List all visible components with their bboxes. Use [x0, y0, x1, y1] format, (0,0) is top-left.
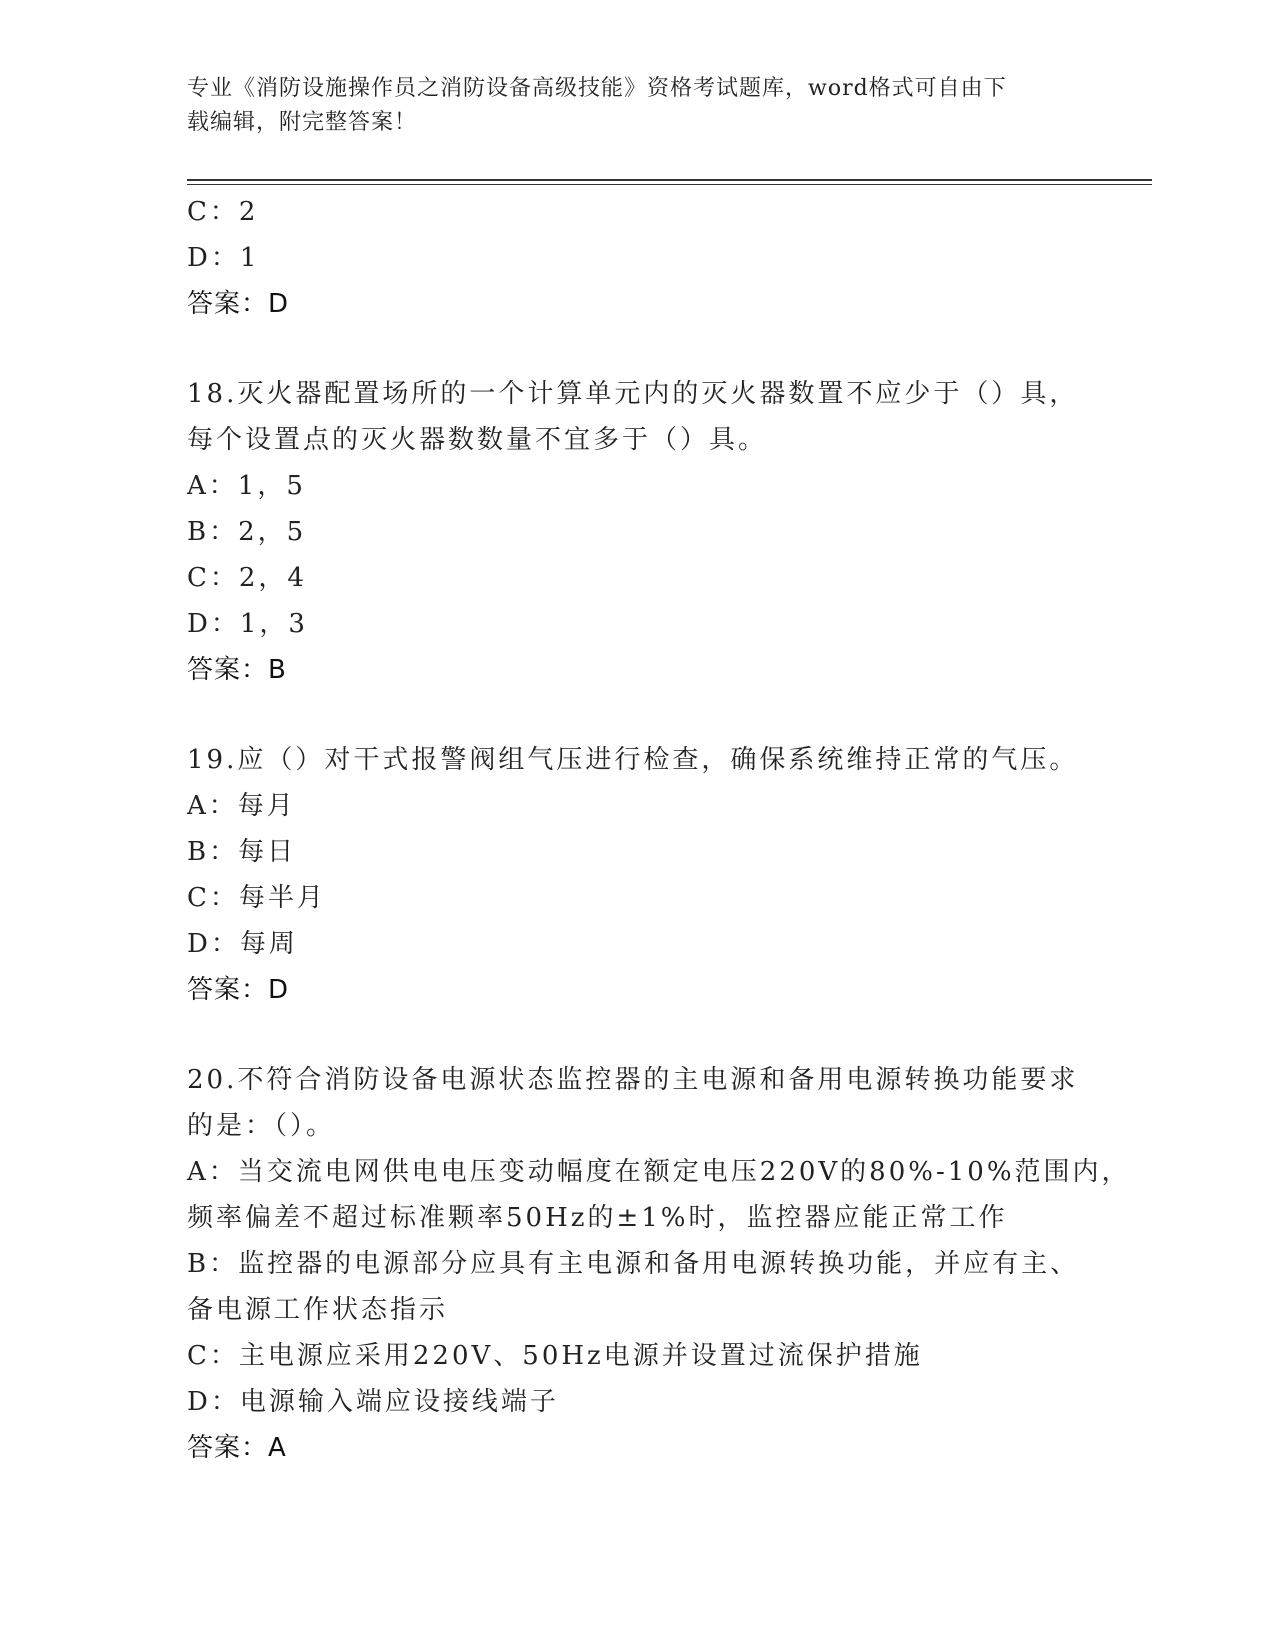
option-b: B：2，5	[187, 517, 307, 547]
header-rule-thick	[187, 179, 1152, 181]
option-a: A：当交流电网供电电压变动幅度在额定电压220V的80%-10%范围内，	[187, 1157, 1131, 1187]
spacer	[187, 693, 1087, 737]
option-c: C：每半月	[187, 883, 326, 913]
option-d: D：1	[187, 243, 260, 273]
answer-label: 答案：A	[187, 1433, 287, 1463]
question-stem: 每个设置点的灭火器数数量不宜多于（）具。	[187, 425, 768, 455]
question-content	[187, 189, 1131, 1471]
option-a-continued: 频率偏差不超过标准颗率50Hz的±1%时，监控器应能正常工作	[187, 1203, 1008, 1233]
option-b-continued: 备电源工作状态指示	[187, 1295, 449, 1325]
option-d: D：每周	[187, 929, 298, 959]
question-19	[187, 737, 1087, 1013]
header-rule-thin	[187, 184, 1152, 185]
option-c: C：2	[187, 197, 259, 227]
option-c: C：2，4	[187, 563, 307, 593]
option-d: D：1，3	[187, 609, 308, 639]
option-b: B：每日	[187, 837, 297, 867]
answer-label: 答案：D	[187, 975, 290, 1005]
question-18	[187, 371, 1087, 693]
answer-label: 答案：D	[187, 289, 290, 319]
option-c: C：主电源应采用220V、50Hz电源并设置过流保护措施	[187, 1341, 923, 1371]
option-a: A：1，5	[187, 471, 306, 501]
document-header	[187, 72, 1067, 140]
option-d: D：电源输入端应设接线端子	[187, 1387, 559, 1417]
question-20	[187, 1057, 1131, 1471]
header-line-1: 专业《消防设施操作员之消防设备高级技能》资格考试题库，word格式可自由下	[187, 76, 1007, 101]
answer-label: 答案：B	[187, 655, 287, 685]
spacer	[187, 327, 1087, 371]
option-b: B：监控器的电源部分应具有主电源和备用电源转换功能，并应有主、	[187, 1249, 1080, 1279]
question-stem: 19.应（）对干式报警阀组气压进行检查，确保系统维持正常的气压。	[187, 745, 1079, 775]
question-17-tail	[187, 189, 1087, 327]
header-line-2: 载编辑，附完整答案！	[187, 110, 418, 135]
question-stem: 20.不符合消防设备电源状态监控器的主电源和备用电源转换功能要求	[187, 1065, 1079, 1095]
option-a: A：每月	[187, 791, 296, 821]
question-stem: 的是：（）。	[187, 1111, 336, 1141]
question-stem: 18.灭火器配置场所的一个计算单元内的灭火器数置不应少于（）具，	[187, 379, 1079, 409]
spacer	[187, 1013, 1087, 1057]
